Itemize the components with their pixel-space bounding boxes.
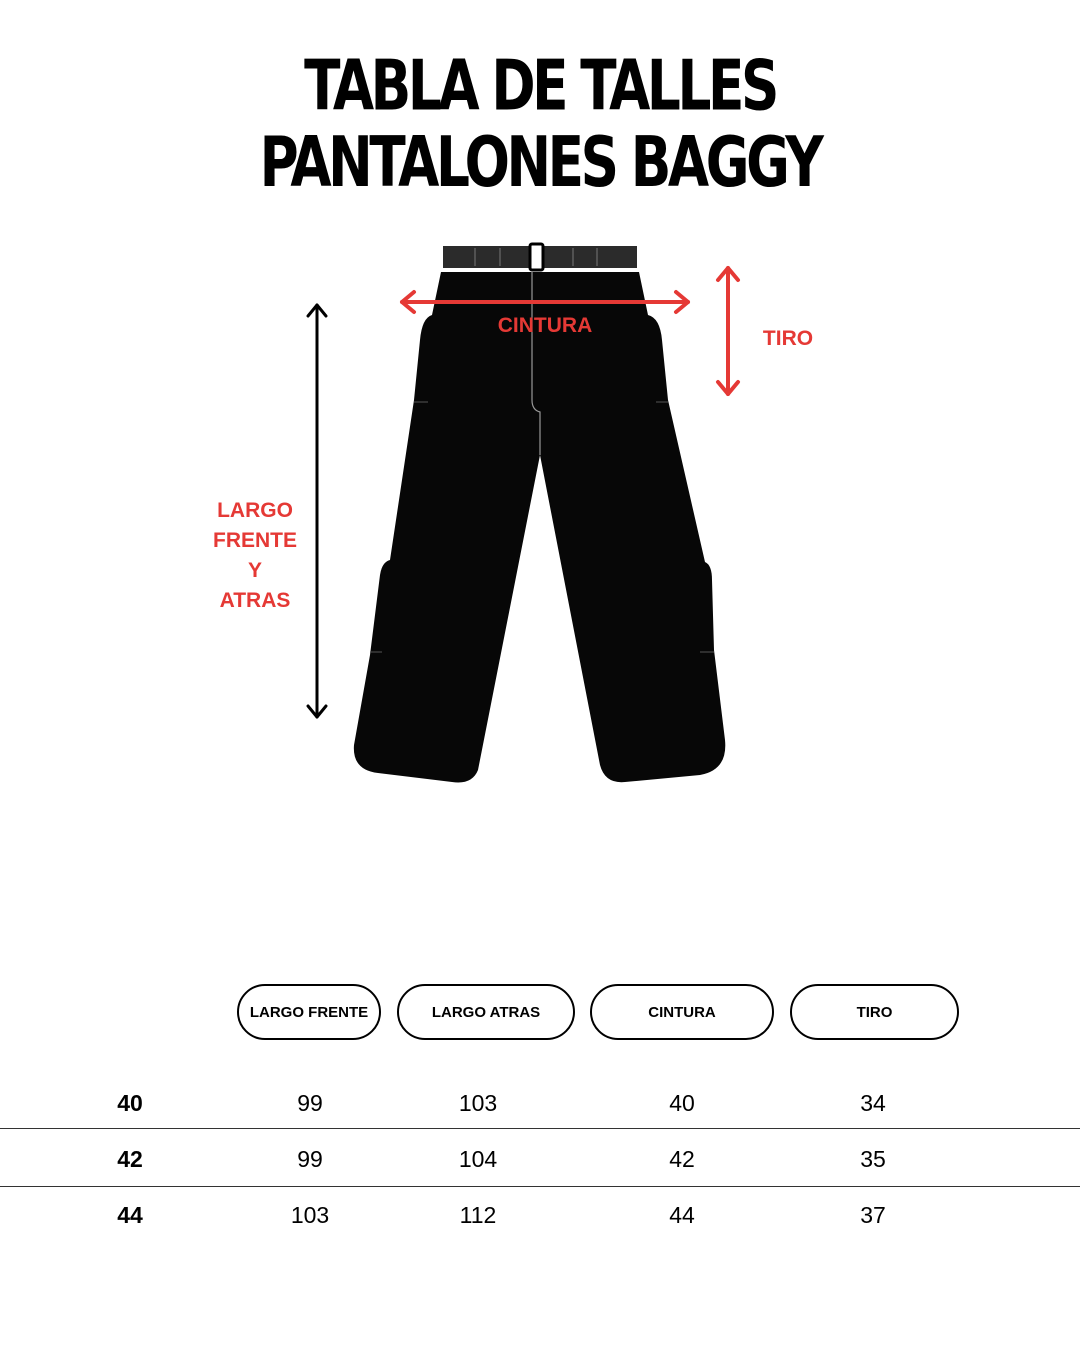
header-largo-atras: LARGO ATRAS <box>397 984 575 1040</box>
largo-frente-cell: 103 <box>290 1202 330 1228</box>
title-line-2: PANTALONES BAGGY <box>259 120 821 203</box>
largo-label-line: Y <box>247 559 262 582</box>
table-row <box>0 1078 1080 1134</box>
tiro-cell: 34 <box>860 1090 886 1116</box>
tiro-arrow <box>718 268 738 394</box>
largo-label-line: FRENTE <box>213 529 297 552</box>
tiro-cell: 35 <box>860 1146 886 1172</box>
largo-label-line: ATRAS <box>219 589 291 612</box>
row-divider <box>0 1128 1080 1129</box>
largo-label <box>190 496 320 616</box>
largo-atras-cell: 112 <box>459 1202 497 1228</box>
header-tiro: TIRO <box>790 984 959 1040</box>
table-row <box>0 1190 1080 1246</box>
header-largo-frente: LARGO FRENTE <box>237 984 381 1040</box>
size-cell: 42 <box>117 1146 143 1172</box>
cintura-cell: 44 <box>669 1202 695 1228</box>
cintura-label: CINTURA <box>497 314 593 337</box>
largo-frente-cell: 99 <box>297 1146 323 1172</box>
button <box>530 244 543 270</box>
size-cell: 44 <box>117 1202 143 1228</box>
largo-label-line: LARGO <box>217 499 293 522</box>
row-divider <box>0 1186 1080 1187</box>
tiro-label: TIRO <box>762 327 814 350</box>
title-line-1: TABLA DE TALLES <box>304 44 776 127</box>
table-row <box>0 1134 1080 1190</box>
largo-atras-cell: 104 <box>458 1146 498 1172</box>
tiro-cell: 37 <box>860 1202 886 1228</box>
size-cell: 40 <box>117 1090 143 1116</box>
largo-atras-cell: 103 <box>458 1090 498 1116</box>
largo-frente-cell: 99 <box>297 1090 323 1116</box>
header-cintura: CINTURA <box>590 984 774 1040</box>
pants-body <box>354 272 725 783</box>
cintura-cell: 40 <box>669 1090 695 1116</box>
cintura-cell: 42 <box>669 1146 695 1172</box>
